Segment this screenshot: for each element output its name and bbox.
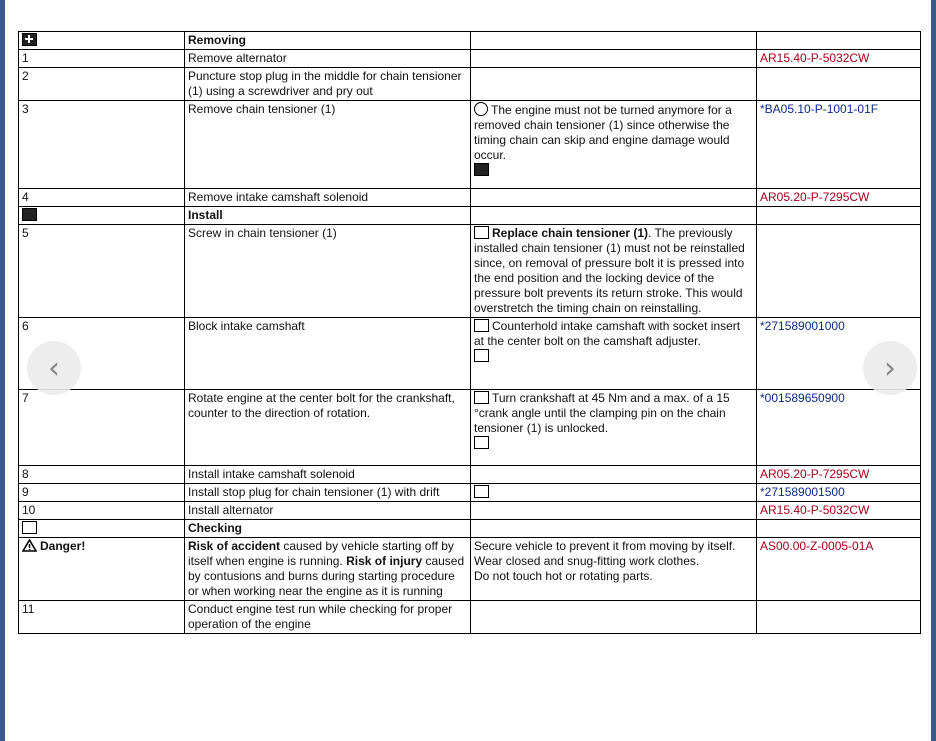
install-symbol-icon bbox=[22, 208, 37, 221]
torque-icon bbox=[474, 163, 489, 176]
step-number: 7 bbox=[19, 390, 185, 466]
reference-link[interactable]: AS00.00-Z-0005-01A bbox=[760, 539, 874, 553]
warning-triangle-icon bbox=[22, 539, 37, 552]
previous-page-button[interactable] bbox=[27, 341, 81, 395]
special-tool-icon bbox=[474, 485, 489, 498]
reference-link[interactable]: AR15.40-P-5032CW bbox=[760, 503, 870, 517]
step-number: 2 bbox=[19, 68, 185, 101]
reference-link[interactable]: *001589650900 bbox=[760, 391, 845, 405]
danger-label: Danger! bbox=[40, 539, 86, 553]
caution-icon bbox=[474, 102, 488, 116]
table-row bbox=[19, 502, 921, 520]
info-icon bbox=[474, 319, 489, 332]
step-action: Install alternator bbox=[185, 502, 471, 520]
reference-link[interactable]: AR05.20-P-7295CW bbox=[760, 467, 870, 481]
reference-link[interactable]: *271589001500 bbox=[760, 485, 845, 499]
risk-injury-text: caused by contusions and burns during starting procedure or when working near the engine as it is running bbox=[188, 554, 465, 598]
step-action: Puncture stop plug in the middle for chain tensioner (1) using a screwdriver and pry out bbox=[185, 68, 471, 101]
section-title: Removing bbox=[185, 32, 471, 50]
safety-measure: Secure vehicle to prevent it from moving by itself. bbox=[474, 539, 736, 553]
checking-symbol-icon bbox=[22, 521, 37, 534]
step-number: 6 bbox=[19, 318, 185, 390]
step-action: Remove intake camshaft solenoid bbox=[185, 189, 471, 207]
step-number: 1 bbox=[19, 50, 185, 68]
safety-measure: Do not touch hot or rotating parts. bbox=[474, 569, 653, 583]
table-row bbox=[19, 390, 921, 466]
danger-row bbox=[19, 538, 921, 601]
step-action: Remove chain tensioner (1) bbox=[185, 101, 471, 189]
step-number: 10 bbox=[19, 502, 185, 520]
section-title: Install bbox=[185, 207, 471, 225]
step-number: 3 bbox=[19, 101, 185, 189]
next-page-button[interactable] bbox=[863, 341, 917, 395]
special-tool-icon bbox=[474, 349, 489, 362]
table-row bbox=[19, 101, 921, 189]
reference-link[interactable]: AR05.20-P-7295CW bbox=[760, 190, 870, 204]
table-row bbox=[19, 318, 921, 390]
chevron-right-icon: › bbox=[884, 350, 896, 386]
risk-accident-text: caused by vehicle starting off by itself when engine is running. bbox=[188, 539, 454, 568]
document-page bbox=[5, 0, 931, 741]
section-checking bbox=[19, 520, 921, 538]
table-row bbox=[19, 466, 921, 484]
info-icon bbox=[474, 391, 489, 404]
risk-injury-label: Risk of injury bbox=[346, 554, 423, 568]
table-row bbox=[19, 68, 921, 101]
step-number: 9 bbox=[19, 484, 185, 502]
reference-link[interactable]: *BA05.10-P-1001-01F bbox=[760, 102, 879, 116]
reference-link[interactable]: *271589001000 bbox=[760, 319, 845, 333]
chevron-left-icon: ‹ bbox=[48, 350, 60, 386]
step-action: Install stop plug for chain tensioner (1) with drift bbox=[185, 484, 471, 502]
step-action: Block intake camshaft bbox=[185, 318, 471, 390]
table-row bbox=[19, 225, 921, 318]
risk-accident-label: Risk of accident bbox=[188, 539, 281, 553]
step-note: Counterhold intake camshaft with socket insert at the center bolt on the camshaft adjuster. bbox=[474, 319, 741, 348]
table-row bbox=[19, 484, 921, 502]
table-row bbox=[19, 189, 921, 207]
step-number: 8 bbox=[19, 466, 185, 484]
reference-link[interactable]: AR15.40-P-5032CW bbox=[760, 51, 870, 65]
step-note: The engine must not be turned anymore for a removed chain tensioner (1) since otherwise the timing chain can skip and engine damage would occur. bbox=[474, 103, 732, 162]
step-action: Remove alternator bbox=[185, 50, 471, 68]
special-tool-icon bbox=[474, 436, 489, 449]
section-removing bbox=[19, 32, 921, 50]
procedure-table bbox=[18, 31, 921, 634]
table-row bbox=[19, 601, 921, 634]
section-title: Checking bbox=[185, 520, 471, 538]
info-icon bbox=[474, 226, 489, 239]
safety-measure: Wear closed and snug-fitting work clothes. bbox=[474, 554, 700, 568]
step-action: Screw in chain tensioner (1) bbox=[185, 225, 471, 318]
step-action: Conduct engine test run while checking for proper operation of the engine bbox=[185, 601, 471, 634]
step-number: 5 bbox=[19, 225, 185, 318]
step-action: Rotate engine at the center bolt for the crankshaft, counter to the direction of rotation. bbox=[185, 390, 471, 466]
section-install bbox=[19, 207, 921, 225]
step-action: Install intake camshaft solenoid bbox=[185, 466, 471, 484]
step-note-bold: Replace chain tensioner (1) bbox=[492, 226, 649, 240]
step-note: . The previously installed chain tensioner (1) must not be reinstalled since, on removal of pressure bolt it is pressed into the end position and the locking device of the pressure bolt prevents its return stroke. This would overstretch the timing chain on reinstalling. bbox=[474, 226, 745, 315]
step-number: 4 bbox=[19, 189, 185, 207]
step-note: Turn crankshaft at 45 Nm and a max. of a 15 °crank angle until the clamping pin on the chain tensioner (1) is unlocked. bbox=[474, 391, 730, 435]
removing-symbol-icon bbox=[22, 33, 37, 46]
table-row bbox=[19, 50, 921, 68]
step-number: 11 bbox=[19, 601, 185, 634]
